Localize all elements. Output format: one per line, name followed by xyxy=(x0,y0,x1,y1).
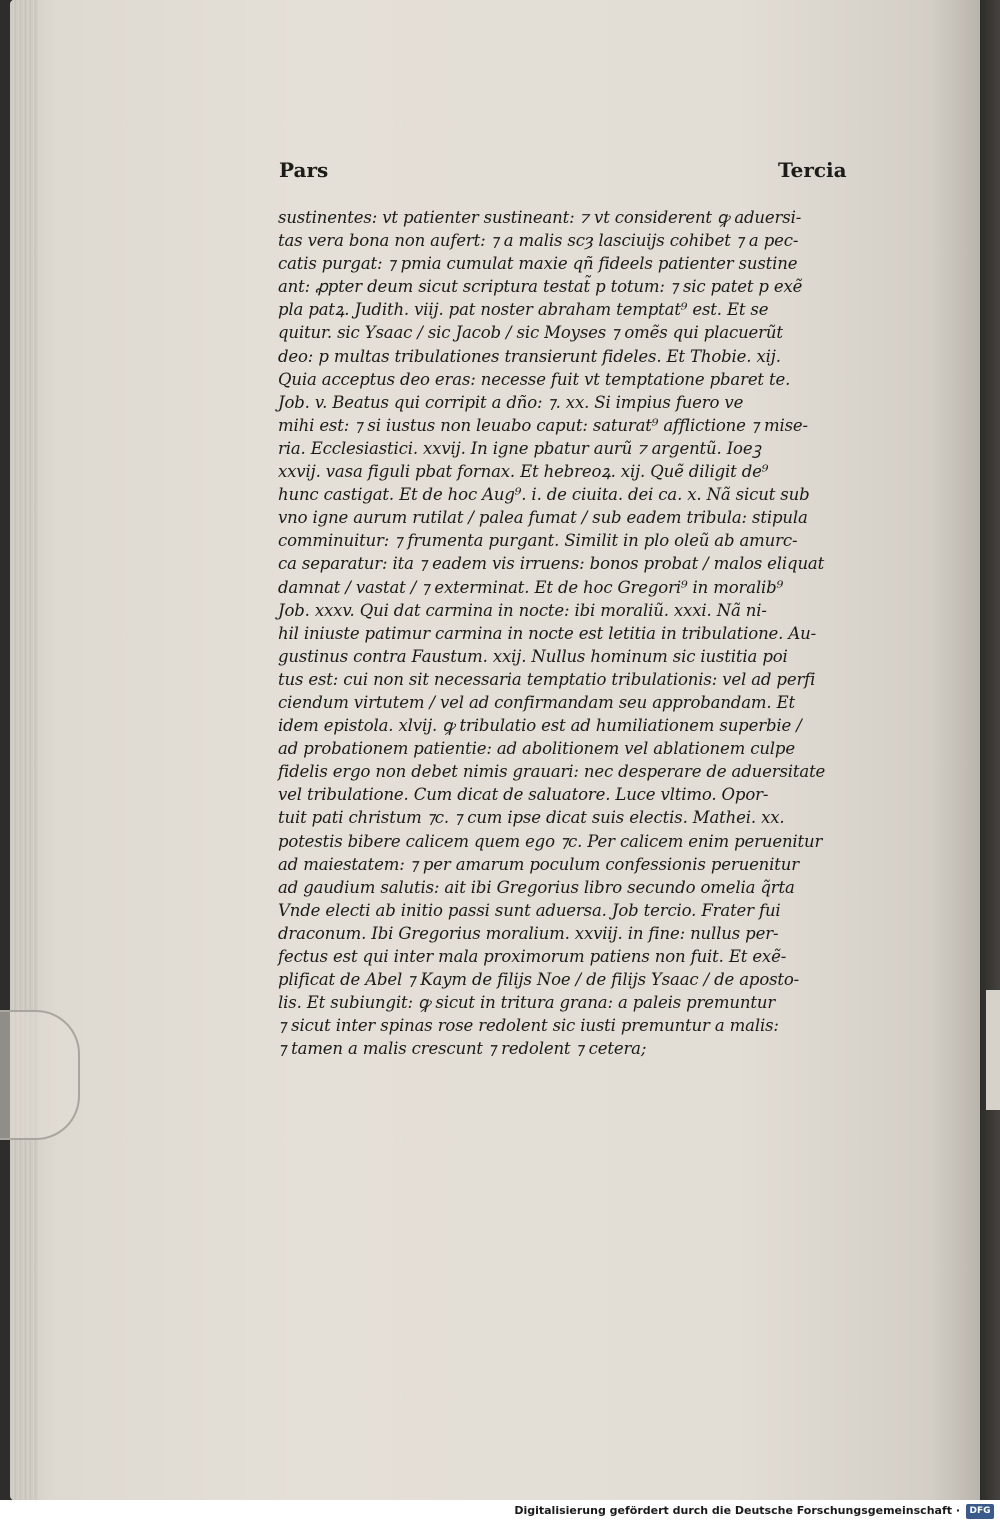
text-line: Job. v. Beatus qui corripit a dño: ⁊. xx. Si impius fuero ve xyxy=(278,392,744,412)
text-line: tuit pati christum ⁊c. ⁊ cum ipse dicat suis electis. Mathei. xx. xyxy=(278,808,785,828)
text-line: vel tribulatione. Cum dicat de saluatore. Luce vltimo. Opor- xyxy=(278,785,769,805)
text-line: Vnde electi ab initio passi sunt aduersa. Job tercio. Frater fui xyxy=(278,900,781,920)
text-line: mihi est: ⁊ si iustus non leuabo caput: saturat⁹ afflictione ⁊ mise- xyxy=(278,415,808,435)
running-head-left: Pars xyxy=(279,158,329,182)
text-line: tas vera bona non aufert: ⁊ a malis scȝ lasciuijs cohibet ⁊ a pec- xyxy=(278,231,799,251)
text-line: ad gaudium salutis: ait ibi Gregorius libro secundo omelia q̃rta xyxy=(278,877,795,897)
text-line: tus est: cui non sit necessaria temptatio tribulationis: vel ad perfi xyxy=(278,669,816,689)
adjacent-page-shadow xyxy=(980,0,1000,1500)
text-line: hunc castigat. Et de hoc Aug⁹. i. de ciuita. dei ca. x. Nã sicut sub xyxy=(278,485,810,505)
text-line: plificat de Abel ⁊ Kaym de filijs Noe / de filijs Ysaac / de aposto- xyxy=(278,970,800,990)
text-line: fectus est qui inter mala proximorum patiens non fuit. Et exẽ- xyxy=(278,947,787,966)
stacked-page-edges xyxy=(12,0,38,1500)
text-line: deo: p multas tribulationes transierunt fideles. Et Thobie. xij. xyxy=(278,346,781,366)
text-line: ciendum virtutem / vel ad confirmandam seu approbandam. Et xyxy=(278,692,795,712)
text-line: hil iniuste patimur carmina in nocte est letitia in tribulatione. Au- xyxy=(278,623,817,643)
text-line: quitur. sic Ysaac / sic Jacob / sic Moyses ⁊ omẽs qui placuerũt xyxy=(278,323,783,343)
text-line: damnat / vastat / ⁊ exterminat. Et de hoc Gregori⁹ in moralib⁹ xyxy=(278,577,784,597)
text-line: ad probationem patientie: ad abolitionem vel ablationem culpe xyxy=(278,739,795,759)
page-clip xyxy=(0,1010,80,1140)
text-line: catis purgat: ⁊ pmia cumulat maxie qñ fideels patienter sustine xyxy=(278,254,798,274)
text-line: ca separatur: ita ⁊ eadem vis irruens: bonos probat / malos eliquat xyxy=(278,554,825,574)
text-line: draconum. Ibi Gregorius moralium. xxviij. in fine: nullus per- xyxy=(278,923,779,943)
text-line: potestis bibere calicem quem ego ⁊c. Per calicem enim peruenitur xyxy=(278,831,823,851)
footer-bar xyxy=(0,1500,1000,1523)
text-line: ant: ꝓpter deum sicut scriptura testat̃ p totum: ⁊ sic patet p exẽ xyxy=(278,277,803,297)
text-line: fidelis ergo non debet nimis grauari: nec desperare de aduersitate xyxy=(278,762,826,782)
text-line: gustinus contra Faustum. xxij. Nullus hominum sic iustitia poi xyxy=(278,646,788,666)
text-line: ⁊ sicut inter spinas rose redolent sic iusti premuntur a malis: xyxy=(278,1016,779,1036)
text-line: idem epistola. xlvij. ꝙ tribulatio est ad humiliationem superbie / xyxy=(278,716,802,736)
text-line: vno igne aurum rutilat / palea fumat / sub eadem tribula: stipula xyxy=(278,508,808,528)
text-line: Quia acceptus deo eras: necesse fuit vt temptatione pbaret te. xyxy=(278,369,791,389)
text-line: sustinentes: vt patienter sustineant: ⁊ vt considerent ꝙ aduersi- xyxy=(278,208,802,227)
text-line: Job. xxxv. Qui dat carmina in nocte: ibi moraliũ. xxxi. Nã ni- xyxy=(278,600,767,620)
running-head-right: Tercia xyxy=(778,158,847,182)
text-line: ⁊ tamen a malis crescunt ⁊ redolent ⁊ cetera; xyxy=(278,1039,647,1059)
text-line: lis. Et subiungit: ꝙ sicut in tritura grana: a paleis premuntur xyxy=(278,993,776,1013)
adjacent-page-fragment xyxy=(986,990,1000,1110)
text-line: ria. Ecclesiastici. xxvij. In igne pbatur aurũ ⁊ argentũ. Ioeꝫ xyxy=(278,438,761,458)
dfg-logo-icon: DFG xyxy=(966,1504,994,1519)
text-line: ad maiestatem: ⁊ per amarum poculum confessionis peruenitur xyxy=(278,854,799,874)
body-text-block xyxy=(278,206,854,1060)
text-line: comminuitur: ⁊ frumenta purgant. Similit in plo oleũ ab amurc- xyxy=(278,531,798,551)
digitization-credit: Digitalisierung gefördert durch die Deutsche Forschungsgemeinschaft · xyxy=(514,1504,960,1517)
text-line: pla patꝝ. Judith. viij. pat noster abraham temptat⁹ est. Et se xyxy=(278,300,769,320)
text-line: xxvij. vasa figuli pbat fornax. Et hebreoꝝ. xij. Quẽ diligit de⁹ xyxy=(278,462,769,482)
